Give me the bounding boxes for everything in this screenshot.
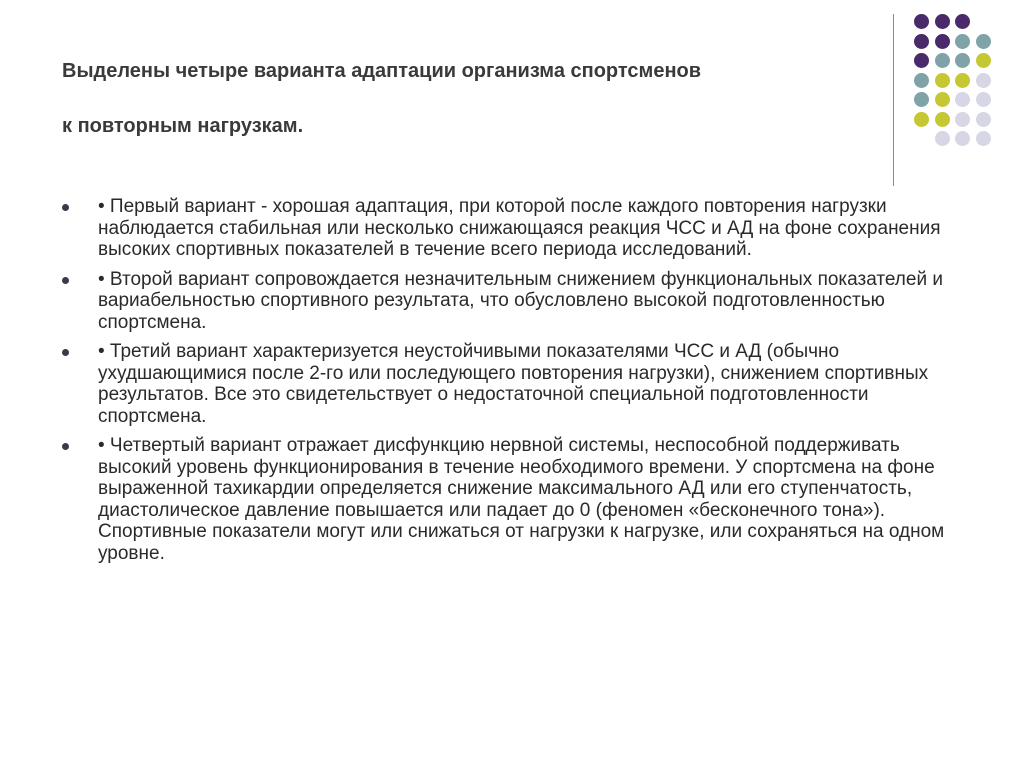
list-item-text: • Первый вариант - хорошая адаптация, при которой после каждого повторения нагрузки наблюдается стабильная или несколько снижающаяся реакция ЧСС и АД на фоне сохранения высоких спортивных показателей в течение всего периода исследований. xyxy=(98,196,941,260)
decorative-dot xyxy=(914,73,929,88)
decorative-dot xyxy=(955,112,970,127)
bullet-icon xyxy=(62,204,69,211)
slide-title xyxy=(62,56,892,141)
decorative-dot xyxy=(976,112,991,127)
decorative-dot xyxy=(914,53,929,68)
bullet-list xyxy=(62,196,972,572)
decorative-dot xyxy=(955,53,970,68)
decorative-dot xyxy=(976,34,991,49)
decorative-dot xyxy=(935,92,950,107)
list-item-text: • Третий вариант характеризуется неустойчивыми показателями ЧСС и АД (обычно ухудшающимися после 2-го или последующего повторения нагрузки), снижением спортивных результатов. Все это свидетельствует о недостаточной специальной подготовленности спортсмена. xyxy=(98,341,929,427)
decorative-dot xyxy=(955,14,970,29)
decorative-dot xyxy=(935,53,950,68)
list-item-text: • Четвертый вариант отражает дисфункцию нервной системы, неспособной поддерживать высокий уровень функционирования в течение необходимого времени. У спортсмена на фоне выраженной тахикардии определяется снижение максимального АД или его ступенчатость, диастолическое давление повышается или падает до 0 (феномен «бесконечного тона»). Спортивные показатели могут или снижаться от нагрузки к нагрузке, или сохраняться на одном уровне. xyxy=(98,435,945,564)
decorative-dot xyxy=(914,112,929,127)
decorative-dot xyxy=(955,73,970,88)
decorative-dot xyxy=(935,112,950,127)
list-item xyxy=(62,341,972,427)
decorative-dot xyxy=(935,14,950,29)
bullet-icon xyxy=(62,349,69,356)
list-item xyxy=(62,269,972,334)
decorative-dot xyxy=(955,92,970,107)
bullet-icon xyxy=(62,443,69,450)
decorative-dot xyxy=(976,53,991,68)
bullet-icon xyxy=(62,277,69,284)
list-item-text: • Второй вариант сопровождается незначительным снижением функциональных показателей и вариабельностью спортивного результата, что обусловлено высокой подготовленностью спортсмена. xyxy=(98,268,943,333)
title-line-2: к повторным нагрузкам. xyxy=(62,115,304,137)
decorative-dot xyxy=(955,131,970,146)
list-item xyxy=(62,435,972,564)
decorative-dot xyxy=(935,73,950,88)
decorative-dot xyxy=(976,131,991,146)
decorative-dot xyxy=(914,14,929,29)
decorative-dot xyxy=(914,92,929,107)
decorative-divider xyxy=(893,14,894,186)
decorative-dot xyxy=(935,131,950,146)
decorative-dot xyxy=(976,92,991,107)
decorative-dot xyxy=(914,34,929,49)
title-line-1: Выделены четыре варианта адаптации организма спортсменов xyxy=(62,60,702,82)
decorative-dot xyxy=(955,34,970,49)
decorative-dot xyxy=(976,73,991,88)
list-item xyxy=(62,196,972,261)
decorative-dot xyxy=(935,34,950,49)
